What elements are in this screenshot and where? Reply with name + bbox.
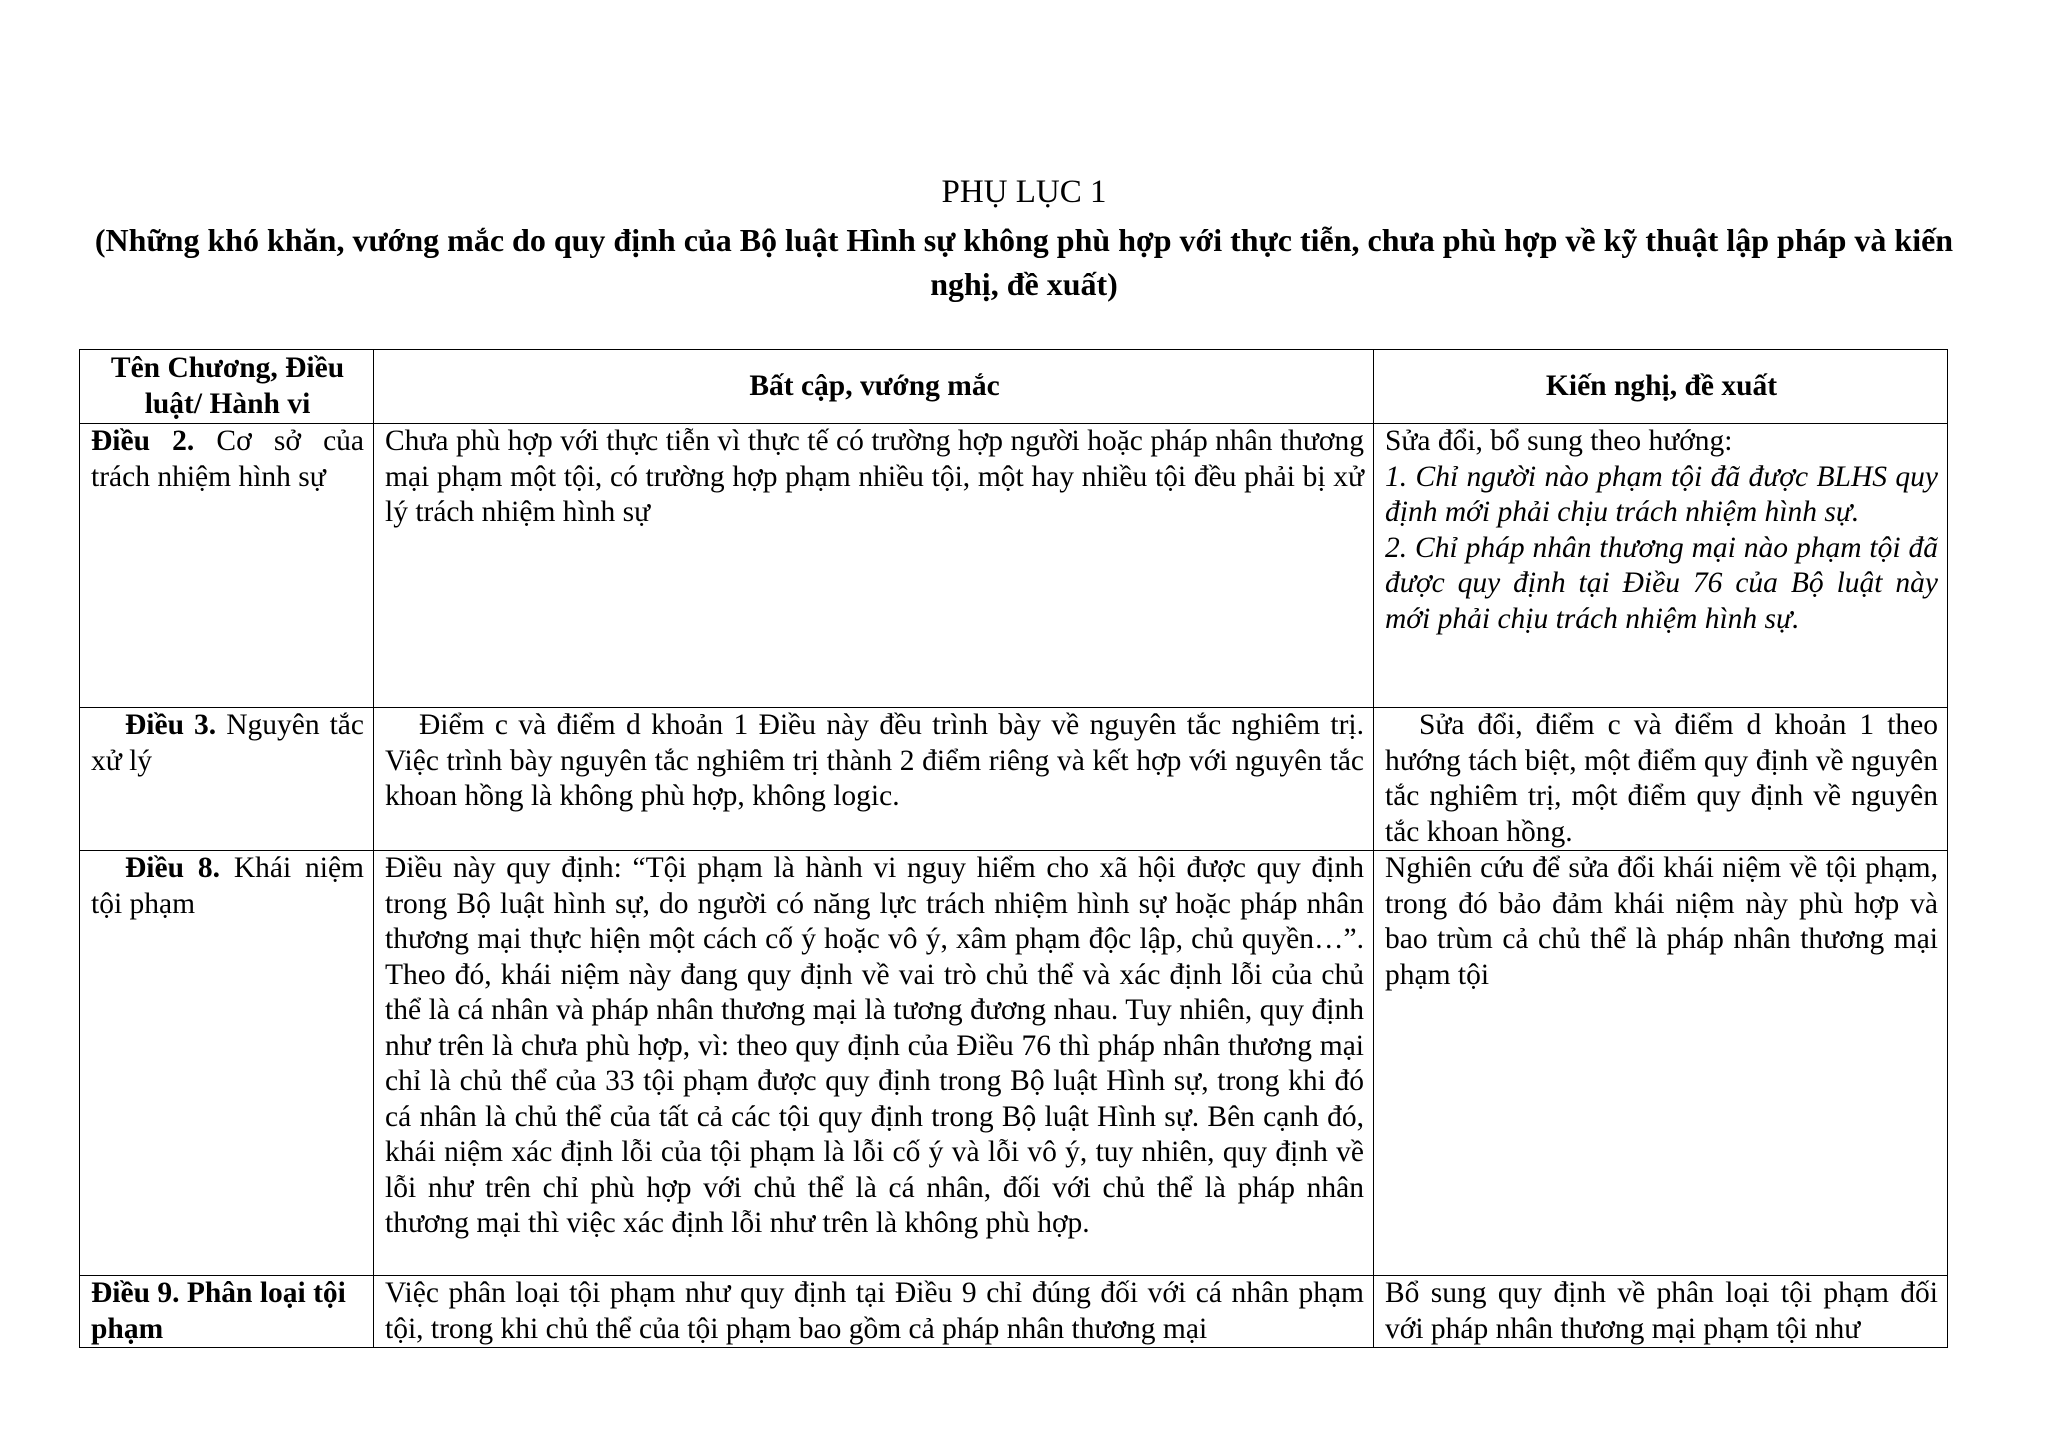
article-cell: [80, 424, 374, 708]
article-title: Nguyên tắc xử lý: [91, 709, 364, 777]
article-number: Điều 8.: [125, 852, 220, 884]
header-cell-issue: Bất cập, vướng mắc: [374, 350, 1374, 424]
header-cell-proposal: Kiến nghị, đề xuất: [1374, 350, 1948, 424]
issue-cell: Việc phân loại tội phạm như quy định tại Điều 9 chỉ đúng đối với cá nhân phạm tội, trong khi chủ thể của tội phạm bao gồm cả pháp nhân thương mại: [374, 1276, 1374, 1348]
table-header-row: [80, 350, 1948, 424]
table-row: [80, 708, 1948, 851]
proposal-item: 2. Chỉ pháp nhân thương mại nào phạm tội đã được quy định tại Điều 76 của Bộ luật này mới phải chịu trách nhiệm hình sự.: [1385, 531, 1938, 635]
proposal-cell: Nghiên cứu để sửa đổi khái niệm về tội phạm, trong đó bảo đảm khái niệm này phù hợp và bao trùm cả chủ thể là pháp nhân thương mại phạm tội: [1374, 851, 1948, 1276]
article-title: Cơ sở của trách nhiệm hình sự: [91, 425, 365, 493]
proposal-cell: Sửa đổi, điểm c và điểm d khoản 1 theo hướng tách biệt, một điểm quy định về nguyên tắc nghiêm trị, một điểm quy định về nguyên tắc khoan hồng.: [1374, 708, 1948, 851]
page-subtitle: (Những khó khăn, vướng mắc do quy định của Bộ luật Hình sự không phù hợp với thực tiễn, chưa phù hợp về kỹ thuật lập pháp và kiến nghị, đề xuất): [94, 222, 1954, 302]
proposal-item: 1. Chỉ người nào phạm tội đã được BLHS quy định mới phải chịu trách nhiệm hình sự.: [1385, 460, 1938, 528]
table-row: [80, 424, 1948, 708]
issue-cell: Điểm c và điểm d khoản 1 Điều này đều trình bày về nguyên tắc nghiêm trị. Việc trình bày nguyên tắc nghiêm trị thành 2 điểm riêng và kết hợp với nguyên tắc khoan hồng là không phù hợp, không logic.: [374, 708, 1374, 851]
article-number: Điều 2.: [91, 425, 195, 457]
proposal-intro: Sửa đổi, bổ sung theo hướng:: [1385, 425, 1733, 457]
appendix-table: [79, 349, 1948, 1348]
page-title: PHỤ LỤC 1: [941, 174, 1107, 210]
article-title: Khái niệm tội phạm: [91, 852, 364, 920]
table-row: [80, 1276, 1948, 1348]
article-cell: [80, 708, 374, 851]
table-row: [80, 851, 1948, 1276]
article-number: Điều 3.: [125, 709, 217, 741]
article-cell: [80, 1276, 374, 1348]
article-number: Điều 9. Phân loại tội phạm: [91, 1277, 346, 1345]
proposal-cell: Bổ sung quy định về phân loại tội phạm đối với pháp nhân thương mại phạm tội như: [1374, 1276, 1948, 1348]
header-cell-article: Tên Chương, Điều luật/ Hành vi: [80, 350, 374, 424]
issue-cell: Điều này quy định: “Tội phạm là hành vi nguy hiểm cho xã hội được quy định trong Bộ luật hình sự, do người có năng lực trách nhiệm hình sự hoặc pháp nhân thương mại thực hiện một cách cố ý hoặc vô ý, xâm phạm độc lập, chủ quyền…”. Theo đó, khái niệm này đang quy định về vai trò chủ thể và xác định lỗi của chủ thể là cá nhân và pháp nhân thương mại là tương đương nhau. Tuy nhiên, quy định như trên là chưa phù hợp, vì: theo quy định của Điều 76 thì pháp nhân thương mại chỉ là chủ thể của 33 tội phạm được quy định trong Bộ luật Hình sự, trong khi đó cá nhân là chủ thể của tất cả các tội quy định trong Bộ luật Hình sự. Bên cạnh đó, khái niệm xác định lỗi của tội phạm là lỗi cố ý và lỗi vô ý, tuy nhiên, quy định về lỗi như trên chỉ phù hợp với chủ thể là cá nhân, đối với chủ thể là pháp nhân thương mại thì việc xác định lỗi như trên là không phù hợp.: [374, 851, 1374, 1276]
issue-cell: Chưa phù hợp với thực tiễn vì thực tế có trường hợp người hoặc pháp nhân thương mại phạm một tội, có trường hợp phạm nhiều tội, một hay nhiều tội đều phải bị xử lý trách nhiệm hình sự: [374, 424, 1374, 708]
proposal-cell: [1374, 424, 1948, 708]
article-cell: [80, 851, 374, 1276]
